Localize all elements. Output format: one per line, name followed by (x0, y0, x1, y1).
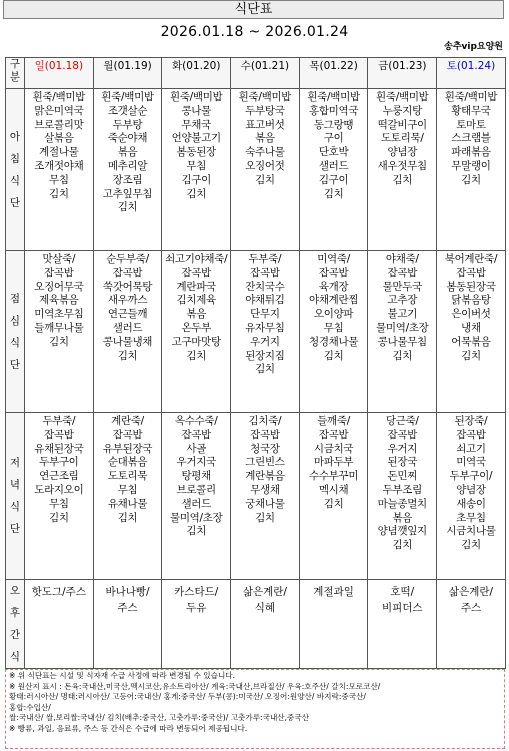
menu-item: 삶은계란/ (242, 586, 287, 598)
menu-item: 양념장 (456, 483, 486, 496)
menu-item: 김치 (461, 349, 481, 362)
menu-item: 우거지 (387, 442, 418, 455)
note-line: 쌀:국내산/ 쌀,보리쌀:국내산/ 김치(배추:중국산, 고춧가루:중국산)/ 고춧가루:국내산,중국산 (9, 713, 310, 723)
menu-item: 장조림 (112, 173, 143, 186)
menu-cell (25, 580, 94, 669)
menu-item: 김치 (117, 511, 138, 524)
menu-item: 당근죽/ (385, 415, 419, 427)
menu-item: 두부구이/ (449, 470, 493, 483)
menu-item: 삶은계란/ (448, 586, 494, 598)
menu-item: 계란파국 (176, 280, 216, 293)
meal-plan-table (5, 57, 506, 669)
menu-item: 죽순야채 (107, 132, 148, 145)
menu-item: 숙주나물 (245, 146, 285, 159)
menu-item: 유자무침 (245, 321, 285, 334)
menu-item: 미역초무침 (34, 308, 84, 321)
menu-item: 물만두국 (382, 280, 422, 293)
menu-item: 무말랭이 (451, 159, 491, 172)
menu-cell (299, 251, 368, 413)
menu-item: 김치 (392, 173, 413, 186)
meal-label: 점 심 식 단 (6, 251, 25, 413)
menu-item: 콩나물냉채 (102, 335, 153, 348)
menu-item: 흰죽/백미밥 (32, 91, 86, 103)
menu-item: 마늘종멸치 (377, 497, 427, 510)
menu-item: 호떡/ (390, 586, 415, 598)
menu-item: 새우까스 (107, 294, 148, 307)
menu-item: 흰죽/백미밥 (238, 91, 292, 103)
header-row (6, 58, 506, 89)
menu-item: 조개젓야채 (34, 159, 84, 172)
menu-item: 콩나물무침 (377, 335, 427, 348)
menu-cell (437, 413, 506, 580)
breakfast-row (6, 89, 506, 251)
menu-item: 온두부 (181, 321, 211, 334)
menu-item: 김치 (323, 187, 344, 200)
menu-item: 탕평채 (181, 470, 211, 483)
menu-item: 미역국 (456, 456, 486, 469)
snack-row (6, 580, 506, 669)
menu-item: 시금치나물 (446, 525, 496, 538)
menu-item: 김구이 (181, 173, 211, 186)
menu-item: 들깨죽/ (317, 415, 350, 427)
menu-item: 토마토 (456, 118, 486, 131)
menu-item: 계란볶음 (245, 470, 285, 483)
menu-item: 수수부꾸미 (308, 470, 359, 483)
menu-item: 브로콜리맛 (34, 118, 84, 131)
menu-item: 무채국 (181, 118, 211, 131)
menu-item: 주스 (460, 602, 482, 614)
menu-item: 샐러드 (181, 497, 211, 510)
menu-item: 잡곡밥 (250, 428, 280, 441)
menu-item: 김치 (117, 349, 138, 362)
menu-item: 닭볶음탕 (451, 294, 491, 307)
note-line: ※ 빵류, 과일, 음료류, 주스 등 간식은 수급에 따라 변동되어 제공됩니다. (9, 723, 248, 733)
menu-item: 사골 (186, 442, 207, 455)
menu-cell (299, 580, 368, 669)
menu-cell (93, 251, 162, 413)
menu-item: 김치죽/ (248, 415, 282, 427)
menu-item: 잡곡밥 (181, 266, 211, 279)
menu-item: 계절과일 (313, 586, 354, 598)
menu-item: 들깨무나물 (34, 321, 84, 334)
menu-item: 김치 (323, 497, 344, 510)
menu-item: 봄동된장 (176, 146, 216, 159)
menu-cell (231, 251, 300, 413)
menu-item: 맛살죽/ (42, 253, 76, 265)
menu-item: 고추장 (387, 294, 418, 307)
menu-item: 김치 (117, 201, 138, 214)
menu-item: 흰죽/백미밥 (376, 91, 429, 103)
menu-item: 잡곡밥 (456, 266, 486, 279)
menu-item: 표고버섯 (245, 118, 285, 131)
menu-item: 두부죽/ (42, 415, 76, 427)
menu-item: 파래볶음 (451, 146, 491, 159)
menu-item: 순대볶음 (107, 456, 148, 469)
menu-cell (162, 413, 231, 580)
menu-item: 그린빈스 (245, 456, 285, 469)
date-range: 2026.01.18 ~ 2026.01.24 (160, 24, 349, 40)
menu-item: 무생채 (250, 483, 280, 496)
menu-item: 김치 (255, 173, 275, 186)
menu-item: 계란죽/ (111, 415, 144, 427)
menu-item: 흰죽/백미밥 (169, 91, 223, 103)
menu-cell (299, 413, 368, 580)
menu-item: 초무침 (456, 511, 486, 524)
menu-item: 북어계란죽/ (444, 253, 498, 265)
menu-item: 무침 (117, 483, 138, 496)
menu-item: 야채튀김 (245, 294, 285, 307)
menu-cell (231, 580, 300, 669)
menu-item: 김구이 (318, 173, 349, 186)
corner-label: 구 분 (6, 58, 25, 89)
menu-item: 샐러드 (112, 321, 143, 334)
menu-item: 두부조림 (382, 483, 422, 496)
menu-item: 홍합미역국 (308, 104, 359, 117)
menu-item: 무침 (49, 173, 69, 186)
menu-item: 계절나물 (39, 146, 79, 159)
menu-item: 시금치국 (313, 442, 354, 455)
menu-item: 바나나빵/ (105, 586, 150, 598)
menu-item: 어묵볶음 (451, 335, 491, 348)
note-line: 황태:러시아산/ 명태:러시아산/ 고등어:국내산/ 홍게:중국산/ 두부(콩):미국산/ 오징어:원양산/ 바지락:중국산/ (9, 692, 366, 702)
menu-item: 우거지국 (176, 456, 216, 469)
menu-item: 김치 (186, 349, 207, 362)
menu-item: 떡갈비구이 (377, 118, 427, 131)
day-header: 수(01.21) (231, 58, 300, 89)
menu-item: 잡곡밥 (318, 428, 349, 441)
menu-cell (25, 413, 94, 580)
menu-cell (299, 89, 368, 251)
menu-item: 유부된장국 (102, 442, 153, 455)
menu-item: 오징어젓 (245, 159, 285, 172)
menu-item: 된장죽/ (454, 415, 488, 427)
day-header: 일(01.18) (25, 58, 94, 89)
menu-item: 흰죽/백미밥 (307, 91, 360, 103)
menu-cell (231, 413, 300, 580)
menu-item: 브로콜리 (176, 483, 216, 496)
menu-item: 단호박 (318, 146, 349, 159)
menu-item: 유채된장국 (34, 442, 84, 455)
menu-item: 맑은미역국 (34, 104, 84, 117)
menu-item: 무침 (186, 159, 207, 172)
menu-item: 봄동된장국 (446, 280, 496, 293)
menu-cell (368, 89, 437, 251)
menu-item: 육개장 (318, 280, 349, 293)
menu-item: 불고기 (387, 308, 418, 321)
menu-item: 물미역/초장 (169, 511, 223, 524)
menu-item: 도토리묵/ (380, 132, 424, 145)
menu-item: 쇠고기 (456, 442, 486, 455)
menu-item: 청국장 (250, 442, 280, 455)
menu-item: 김치 (255, 363, 275, 376)
menu-item: 잡곡밥 (44, 428, 74, 441)
menu-item: 야채죽/ (385, 253, 419, 265)
menu-cell (437, 89, 506, 251)
menu-item: 우거지 (250, 335, 280, 348)
menu-item: 양념깻잎지 (377, 525, 427, 538)
day-header: 월(01.19) (93, 58, 162, 89)
facility-name: 송추vip요양원 (444, 42, 503, 52)
menu-item: 오이양파 (313, 308, 354, 321)
menu-item: 김치 (49, 511, 69, 524)
menu-item: 카스타드/ (174, 586, 219, 598)
menu-item: 쇠고기야채죽/ (165, 253, 228, 265)
menu-item: 김치 (392, 539, 413, 552)
menu-item: 멕시채 (318, 483, 349, 496)
menu-item: 김치 (186, 187, 207, 200)
menu-item: 연근조림 (39, 470, 79, 483)
notes-box (5, 669, 505, 749)
note-line: ※ 원산지 표시 : 돈육:국내산,미국산,멕시코산,유소트리아산/ 계육:국내산,브라질산/ 우육:호주산/ 갈치:모로코산/ (9, 681, 381, 691)
menu-item: 무침 (323, 321, 344, 334)
menu-item: 잡곡밥 (456, 428, 486, 441)
menu-item: 두부죽/ (248, 253, 282, 265)
menu-item: 잡곡밥 (181, 428, 211, 441)
menu-item: 양념장 (387, 146, 418, 159)
menu-cell (437, 580, 506, 669)
menu-item: 누룽지탕 (382, 104, 422, 117)
menu-item: 오징어무국 (34, 280, 84, 293)
menu-item: 두부구이 (39, 456, 79, 469)
menu-item: 고추잎무침 (102, 187, 153, 200)
note-line: 홍합:수입산/ (9, 702, 51, 712)
day-header: 금(01.23) (368, 58, 437, 89)
menu-item: 연근들깨 (107, 308, 148, 321)
menu-item: 된장지짐 (245, 349, 285, 362)
menu-item: 잡곡밥 (387, 428, 418, 441)
menu-cell (93, 89, 162, 251)
menu-cell (368, 251, 437, 413)
menu-item: 미역죽/ (317, 253, 350, 265)
menu-item: 청경채나물 (308, 335, 359, 348)
menu-item: 고구마맛탕 (171, 335, 221, 348)
menu-item: 김치 (461, 173, 481, 186)
menu-item: 제육볶음 (39, 294, 79, 307)
menu-cell (93, 580, 162, 669)
menu-item: 황태무국 (451, 104, 491, 117)
menu-item: 흰죽/백미밥 (444, 91, 498, 103)
menu-item: 야채계란찜 (308, 294, 359, 307)
menu-item: 언양불고기 (171, 132, 221, 145)
menu-item: 볶음 (186, 308, 207, 321)
menu-item: 김치 (461, 539, 481, 552)
menu-item: 콩나물 (181, 104, 211, 117)
menu-cell (162, 580, 231, 669)
menu-cell (162, 89, 231, 251)
menu-item: 무침 (49, 497, 69, 510)
menu-item: 돈민찌 (387, 470, 418, 483)
menu-cell (25, 251, 94, 413)
menu-item: 볶음 (117, 146, 138, 159)
menu-item: 샐러드 (318, 159, 349, 172)
menu-item: 옥수수죽/ (174, 415, 218, 427)
menu-item: 잡곡밥 (250, 266, 280, 279)
menu-item: 잡곡밥 (112, 266, 143, 279)
menu-item: 식혜 (254, 602, 276, 614)
menu-item: 비피더스 (381, 602, 423, 614)
menu-item: 잔치국수 (245, 280, 285, 293)
menu-item: 도토리묵 (107, 470, 148, 483)
menu-item: 김치 (392, 349, 413, 362)
page-title: 식단표 (3, 0, 504, 19)
menu-item: 김치 (323, 349, 344, 362)
menu-item: 볶음 (255, 132, 275, 145)
menu-item: 두유 (186, 602, 207, 614)
note-line: ※ 위 식단표는 시설 및 식자재 수급 사정에 따라 변경될 수 있습니다. (9, 671, 236, 680)
meal-label: 저 녁 식 단 (6, 413, 25, 580)
menu-item: 물미역/초장 (376, 321, 429, 334)
menu-item: 흰죽/백미밥 (101, 91, 154, 103)
menu-item: 김치 (49, 187, 69, 200)
menu-cell (93, 413, 162, 580)
menu-item: 김치 (255, 511, 275, 524)
menu-item: 잡곡밥 (387, 266, 418, 279)
menu-item: 잡곡밥 (318, 266, 349, 279)
day-header: 목(01.22) (299, 58, 368, 89)
meal-label: 오 후 간 식 (6, 580, 25, 669)
menu-item: 궁채나물 (245, 497, 285, 510)
menu-item: 김치제육 (176, 294, 216, 307)
menu-item: 두부탕 (112, 118, 143, 131)
dinner-row (6, 413, 506, 580)
menu-cell (368, 413, 437, 580)
menu-item: 김치 (186, 525, 207, 538)
menu-item: 냉채 (461, 321, 481, 334)
menu-item: 핫도그/주스 (31, 586, 86, 598)
menu-item: 스크램블 (451, 132, 491, 145)
day-header: 토(01.24) (437, 58, 506, 89)
menu-item: 잡곡밥 (44, 266, 74, 279)
menu-item: 쑥갓어묵탕 (102, 280, 153, 293)
meal-label: 아 침 식 단 (6, 89, 25, 251)
menu-item: 은이버섯 (451, 308, 491, 321)
menu-item: 새우젓무침 (377, 159, 427, 172)
menu-item: 구이 (323, 132, 344, 145)
menu-item: 새송이 (456, 497, 486, 510)
lunch-row (6, 251, 506, 413)
menu-item: 마파두부 (313, 456, 354, 469)
menu-item: 조갯살순 (107, 104, 148, 117)
day-header: 화(01.20) (162, 58, 231, 89)
menu-cell (437, 251, 506, 413)
menu-item: 볶음 (392, 511, 413, 524)
menu-cell (25, 89, 94, 251)
menu-item: 살볶음 (44, 132, 74, 145)
menu-item: 메추리알 (107, 159, 148, 172)
menu-cell (231, 89, 300, 251)
menu-item: 두부탕국 (245, 104, 285, 117)
menu-item: 주스 (117, 602, 138, 614)
menu-item: 동그랑땡 (313, 118, 354, 131)
menu-item: 김치 (49, 335, 69, 348)
menu-item: 된장국 (387, 456, 418, 469)
menu-cell (368, 580, 437, 669)
menu-item: 잡곡밥 (112, 428, 143, 441)
menu-item: 도라지오이 (34, 483, 84, 496)
menu-cell (162, 251, 231, 413)
menu-item: 단무지 (250, 308, 280, 321)
menu-item: 유채나물 (107, 497, 148, 510)
menu-item: 순두부죽/ (106, 253, 149, 265)
